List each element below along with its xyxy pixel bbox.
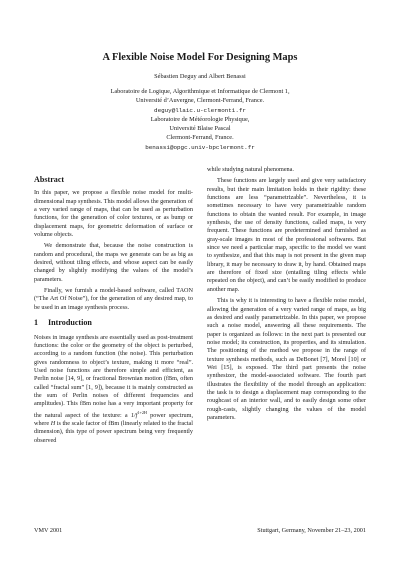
- intro-paragraph: [34, 334, 193, 446]
- email-link[interactable]: benassi@opgc.univ-bpclermont.fr: [145, 143, 255, 151]
- abstract-paragraph: In this paper, we propose a flexible noise model for multi-dimensional map synthesis. This model allows the generation of a very varied range of maps, that can be used as perturbation functions, for the generation of color textures, or as bump or displacement maps, for geometric deformation of surface or volume objects.: [34, 189, 193, 239]
- body-paragraph: while studying natural phenomena.: [207, 166, 294, 173]
- body-paragraph: This is why it is interesting to have a flexible noise model, allowing the generation of a very varied range of maps, as big as desired and easily parametrizable. In this paper, we propose such a noise model, answering all these requirements. The paper is organized as follows: in the next part is presented our noise model; its construction, its properties, and its simulation. The positioning of the method we propose in the range of texture synthesis methods, such as DeBonet [7], Morel [10] or Wei [15], is exposed. The third part presents the noise synthesizer, the model-associated software. The fourth part illustrates the flexibility of the model through an application: the task is to design a displacement map corresponding to the roughcast of an interior wall, and to easily design some other rough-casts, slightly changing the values of the model parameters.: [207, 297, 366, 421]
- section-heading-introduction: [34, 319, 193, 327]
- intro-text: Noises in image synthesis are essentially used as post-treatment functions: the color or the geometry of the object is perturbed, according to a random function (the noise). This perturbation gives randomness to object’s texture, making it more “real”. Used noise functions are therefore simple and efficient, as Perlin noise [14, 9], or fractional Brownian motion (fBm, often called “fractal sum” [1, 9]), because it is mainly constructed as the sum of Perlin noises of different frequencies and amplitudes). This fBm noise has a very important property for the natural aspect of the texture: a: [34, 333, 193, 419]
- intro-text: is the scale factor of fBm (linearly related to the fractal dimension), this type of power spectrum being very frequently observed: [34, 420, 194, 444]
- authors: Sébastien Deguy and Albert Benassi: [154, 73, 246, 80]
- formula: 1/f: [130, 411, 138, 419]
- abstract-paragraph: Finally, we furnish a model-based software, called TAON (“The Art Of Noise”), for the generation of any desired map, to be used in an image synthesis process.: [34, 287, 193, 311]
- affiliation-line: Université d’Auvergne, Clermont-Ferrand, France.: [135, 97, 265, 105]
- affiliation-line: Université Blaise Pascal: [169, 125, 231, 133]
- body-paragraph: These functions are largely used and give very satisfactory results, but their main limitation holds in their rigidity: these functions are less “parametrizable”. Nevertheless, it is sometimes necessary to have very parametrizable random functions to obtain the wanted result. For example, in image synthesis, the use of density functions, called maps, is very frequent. These functions are predetermined and furnished as gray-scale images in most of the professional softwares. But since we need a particular map, specific to the model we want to synthesize, and that this map is not present in the given map library, it may be necessary to draw it, by hand. Obtained maps are therefore of fixed size (entailing tiling effects while repeated on the object), and can’t be easily modified to produce another map.: [207, 177, 366, 293]
- affiliation-line: Laboratoire de Logique, Algorithmique et Informatique de Clermont 1,: [110, 88, 290, 95]
- section-number: 1: [34, 318, 39, 328]
- footer-location-date: Stuttgart, Germany, November 21–23, 2001: [257, 527, 366, 534]
- left-column: [34, 176, 193, 445]
- abstract-heading: Abstract: [34, 175, 65, 184]
- symbol-h: H: [50, 420, 56, 427]
- affiliation-line: Laboratoire de Météorologie Physique,: [150, 115, 250, 123]
- formula-exponent: 1+2H: [137, 409, 147, 415]
- affiliation-line: Clermont-Ferrand, France.: [166, 134, 234, 142]
- right-column: [207, 166, 366, 422]
- footer-venue: VMV 2001: [34, 527, 63, 534]
- intro-text: power spectrum, where: [34, 411, 194, 427]
- abstract-paragraph: We demonstrate that, because the noise construction is random and procedural, the maps we generate can be as big as desired, without tiling effects, and whose aspect can be easily changed by slightly modifying the values of the model’s parameters.: [34, 242, 193, 283]
- section-title: Introduction: [48, 318, 92, 328]
- affiliation-block-1: [0, 87, 400, 152]
- email-link[interactable]: deguy@llaic.u-clermont1.fr: [154, 106, 246, 114]
- paper-title: A Flexible Noise Model For Designing Maps: [102, 52, 298, 63]
